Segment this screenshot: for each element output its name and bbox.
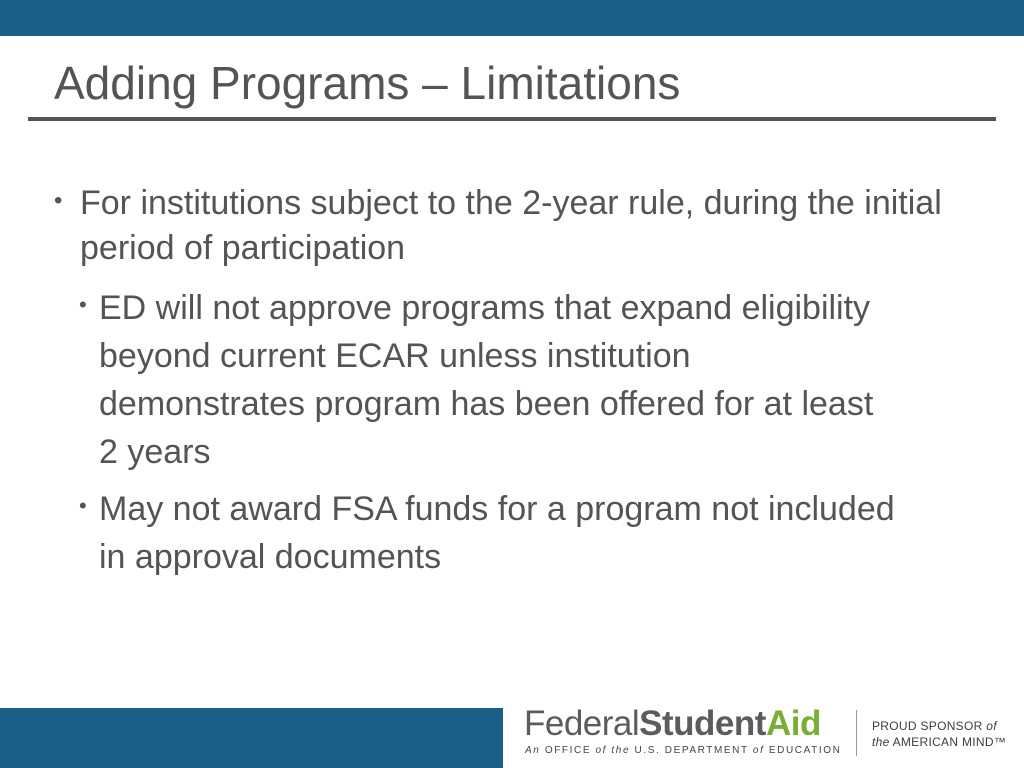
tagline-dept: U.S. DEPARTMENT <box>634 745 749 756</box>
sponsor-text <box>872 718 1006 750</box>
bullet-marker: • <box>54 187 63 214</box>
footer-divider <box>856 710 857 756</box>
tagline-an: An <box>525 745 541 756</box>
title-underline <box>28 117 996 121</box>
sponsor-line1: PROUD SPONSOR of <box>872 719 997 733</box>
logo-federal: Federal <box>524 704 640 743</box>
tagline-office: OFFICE <box>544 745 592 756</box>
bullet-level1: For institutions subject to the 2-year rule, during the initial period of participation <box>80 184 942 267</box>
tagline-of: of <box>595 745 608 756</box>
logo-aid: Aid <box>765 704 821 743</box>
slide-title: Adding Programs – Limitations <box>54 57 681 109</box>
sponsor-line2: the AMERICAN MIND™ <box>872 735 1007 749</box>
sub-bullet-ecar: ED will not approve programs that expand eligibility beyond current ECAR unless institution demonstrates program has been offered for at least 2 years <box>99 289 874 471</box>
tagline-education: EDUCATION <box>768 745 842 756</box>
top-banner-bar <box>0 0 1024 36</box>
tagline-the: the <box>611 745 631 756</box>
logo-tagline <box>525 745 841 756</box>
federal-student-aid-logo <box>524 705 844 763</box>
logo-student: Student <box>639 704 766 743</box>
sub-bullet-fsa-funds: May not award FSA funds for a program not included in approval documents <box>99 490 895 576</box>
sub-bullet-marker: • <box>79 493 87 518</box>
tagline-of: of <box>752 745 765 756</box>
footer-bar <box>0 708 503 768</box>
sub-bullet-marker: • <box>79 292 87 317</box>
logo-wordmark <box>524 705 821 743</box>
